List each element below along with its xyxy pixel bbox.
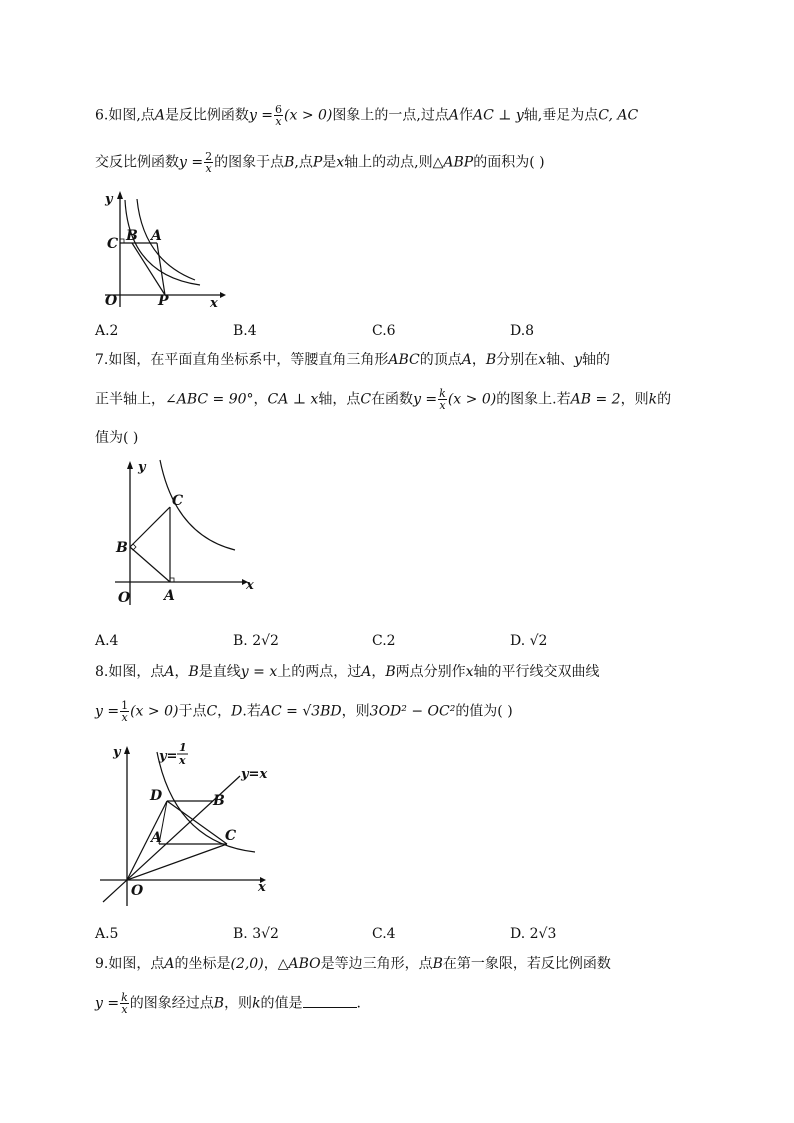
fig-label-d: D [150, 788, 163, 804]
text: x [538, 352, 547, 368]
text: ， [217, 703, 232, 720]
text: B [432, 956, 443, 972]
q6-option-d[interactable]: D.8 [510, 323, 535, 339]
text: ，则 [620, 391, 649, 408]
q8-option-b[interactable]: B. 3√2 [233, 926, 279, 942]
q9-line-2 [95, 992, 361, 1015]
text: 图象上的一点,过点 [332, 107, 449, 124]
text: y [574, 352, 582, 368]
text: ， [263, 956, 278, 972]
text: ABP [443, 154, 474, 171]
math: y = x [240, 664, 278, 680]
text: 交反比例函数 [95, 154, 179, 171]
math: (x > 0) [284, 107, 333, 124]
text: ， [471, 352, 486, 368]
math: 3OD² − OC² [369, 703, 456, 720]
math: (x > 0) [447, 391, 497, 408]
fig-label-a: A [151, 830, 162, 846]
q7-line-1 [95, 350, 610, 370]
text: A [448, 107, 459, 124]
fig-curve-label: y= [159, 749, 178, 764]
fig-label-a: A [164, 588, 175, 604]
q6-option-a[interactable]: A.2 [95, 323, 119, 339]
text: 轴的平行线交双曲线 [473, 664, 600, 680]
text: 的面积为( ) [473, 154, 545, 171]
text: B [284, 154, 295, 171]
text: A [361, 664, 372, 680]
math: y = [179, 154, 204, 171]
text: 轴，点 [318, 391, 361, 408]
math: CA ⊥ x [267, 391, 319, 408]
q6-option-b[interactable]: B.4 [233, 323, 257, 339]
math: y = [95, 995, 120, 1012]
q8-option-c[interactable]: C.4 [372, 926, 396, 942]
fraction: $\frac{k}{x}$ [121, 991, 128, 1016]
text: ,点 [294, 154, 313, 171]
fig-label-b: B [116, 540, 128, 556]
text: D [231, 703, 243, 720]
q6-option-c[interactable]: C.6 [372, 323, 396, 339]
q6-line-2 [95, 151, 545, 174]
text: .若 [242, 703, 261, 720]
fig-curve-den: x [179, 754, 186, 767]
q8-figure [95, 738, 275, 908]
text: 两点分别作 [395, 664, 466, 680]
text: ， [371, 664, 386, 680]
text: 值为( ) [95, 430, 139, 446]
q7-line-3 [95, 428, 138, 448]
fig-label-x: x [258, 880, 266, 895]
text: 的值是 [260, 995, 303, 1012]
math: y = [248, 107, 274, 124]
text: ， [253, 391, 268, 408]
fig-label-c: C [225, 828, 237, 844]
text: 是等边三角形，点 [320, 956, 433, 972]
text: ，则 [341, 703, 370, 720]
text: 的图象经过点 [129, 995, 214, 1012]
text: 的值为( ) [455, 703, 513, 720]
text: k [648, 391, 658, 408]
text: 轴,垂足为点 [523, 107, 599, 124]
text: 轴上的动点,则△ [344, 154, 444, 171]
text: k [252, 995, 261, 1012]
math: (x > 0) [130, 703, 179, 720]
text: 的顶点 [419, 352, 462, 368]
fig-label-b: B [213, 793, 225, 809]
text: 在函数 [371, 391, 414, 408]
text: A [164, 956, 175, 972]
text: 8.如图，点 [95, 664, 165, 680]
text: 作 [458, 107, 473, 124]
text: 9.如图，点 [95, 956, 165, 972]
text: 7.如图，在平面直角坐标系中，等腰直角三角形 [95, 352, 389, 368]
math: AC = √3BD [260, 703, 342, 720]
fig-label-c: C [172, 493, 184, 509]
q8-line-1 [95, 662, 600, 682]
text: 的图象上.若 [496, 391, 571, 408]
text: 正半轴上， [95, 391, 165, 408]
text: ABC [388, 352, 420, 368]
q8-line-2 [95, 700, 513, 723]
math: ∠ABC = 90° [165, 391, 254, 408]
text: 6.如图,点 [95, 107, 155, 124]
text: P [312, 154, 323, 171]
fig-label-c: C [107, 236, 119, 252]
fig-label-b: B [126, 228, 138, 244]
text: B [188, 664, 199, 680]
q7-figure [110, 455, 260, 615]
math: y = [95, 703, 120, 720]
math: AB = 2 [570, 391, 621, 408]
fig-label-y: y [105, 192, 113, 207]
q6-figure [95, 185, 235, 310]
q7-line-2 [95, 388, 671, 411]
text: 分别在 [496, 352, 539, 368]
fig-label-p: P [158, 293, 169, 309]
math: y = [413, 391, 438, 408]
fig-label-x: x [246, 578, 254, 593]
text: ， [174, 664, 189, 680]
q7-option-d[interactable]: D. √2 [510, 633, 548, 649]
text: C [360, 391, 372, 408]
fraction: $\frac{1}{x}$ [121, 699, 129, 724]
text: x [465, 664, 474, 680]
text: 轴、 [546, 352, 575, 368]
text: . [356, 995, 361, 1012]
fig-line-label: y=x [241, 767, 268, 782]
fig-label-y: y [113, 745, 121, 760]
text: x [336, 154, 345, 171]
answer-blank[interactable] [303, 995, 357, 1008]
text: 的图象于点 [214, 154, 285, 171]
q8-option-d[interactable]: D. 2√3 [510, 926, 557, 942]
fig-label-x: x [210, 296, 218, 311]
text: 是直线 [198, 664, 241, 680]
q9-line-1 [95, 954, 611, 974]
text: B [385, 664, 396, 680]
text: A [154, 107, 165, 124]
fig-curve-num: 1 [179, 741, 187, 754]
text: C [206, 703, 218, 720]
fig-label-o: O [131, 883, 144, 899]
text: 于点 [178, 703, 207, 720]
fig-label-o: O [118, 590, 131, 606]
text: B [485, 352, 497, 368]
q7-option-a[interactable]: A.4 [95, 633, 119, 649]
text: ，则 [224, 995, 253, 1012]
text: B [213, 995, 225, 1012]
fraction: $\frac{2}{x}$ [205, 150, 213, 175]
text: 是 [322, 154, 337, 171]
text: 上的两点，过 [277, 664, 362, 680]
fraction: $\frac{6}{x}$ [275, 103, 283, 128]
q8-option-a[interactable]: A.5 [95, 926, 119, 942]
text: 的 [657, 391, 672, 408]
q7-option-b[interactable]: B. 2√2 [233, 633, 279, 649]
fraction: $\frac{k}{x}$ [439, 387, 446, 412]
text: 的坐标是 [174, 956, 231, 972]
q7-option-c[interactable]: C.2 [372, 633, 396, 649]
text: 在第一象限，若反比例函数 [442, 956, 611, 972]
q6-line-1 [95, 104, 638, 127]
fig-label-y: y [138, 460, 146, 475]
math: AC ⊥ y [472, 107, 524, 124]
text: 轴的 [581, 352, 610, 368]
fig-label-o: O [105, 293, 118, 309]
fig-label-a: A [151, 228, 162, 244]
text: A [461, 352, 472, 368]
math: △ABO [277, 956, 321, 972]
text: 是反比例函数 [164, 107, 249, 124]
math: (2,0) [230, 956, 264, 972]
text: C, AC [598, 107, 639, 124]
text: A [164, 664, 175, 680]
